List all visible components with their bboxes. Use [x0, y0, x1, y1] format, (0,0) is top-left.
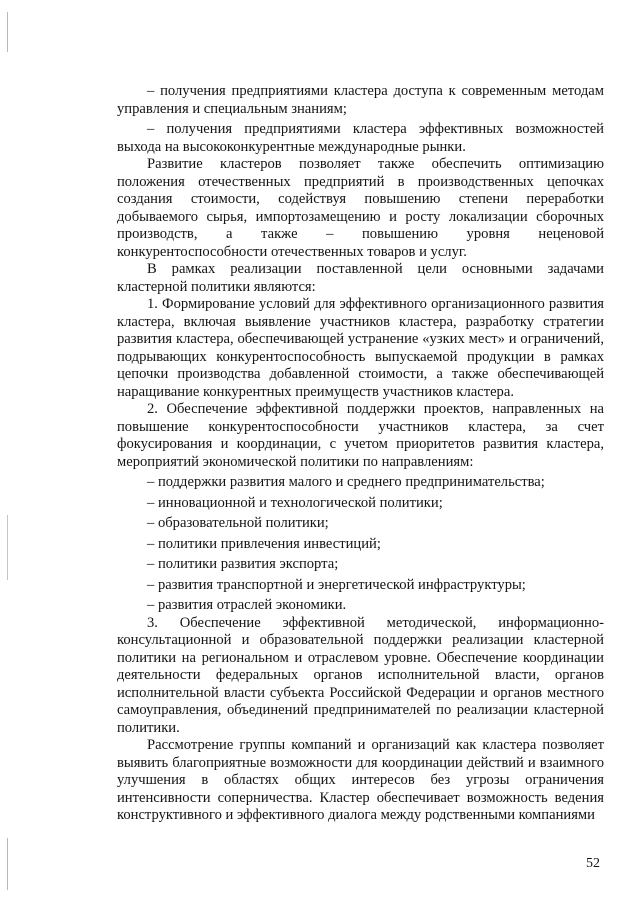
scan-edge-mark: [7, 838, 8, 890]
page-number: 52: [586, 856, 600, 871]
list-item: – политики развития экспорта;: [147, 556, 339, 572]
scan-edge-mark: [7, 12, 8, 52]
paragraph: – получения предприятиями кластера доступа к современным методам управления и специальным знаниям;: [117, 83, 604, 117]
paragraph: Развитие кластеров позволяет также обеспечить оптимизацию положения отечественных предприятий в производственных цепочках создания стоимости, содействуя повышению степени переработки добываемого сырья, импортозамещению и росту локализации сборочных производств, а также – повышению уровня неценовой конкурентоспособности отечественных товаров и услуг.: [117, 156, 604, 260]
list-item: – развития отраслей экономики.: [147, 597, 347, 613]
list-item: – поддержки развития малого и среднего предпринимательства;: [147, 474, 545, 490]
paragraph: 3. Обеспечение эффективной методической, информационно-консультационной и образовательной поддержки реализации кластерной политики на региональном и отраслевом уровне. Обеспечение координации деятельности федеральных органов исполнительной власти, органов исполнительной власти субъекта Российской Федерации и органов местного самоуправления, объединений предпринимателей по реализации кластерной политики.: [117, 614, 604, 736]
document-body: [117, 80, 604, 825]
list-item: – политики привлечения инвестиций;: [147, 535, 381, 552]
paragraph: 1. Формирование условий для эффективного организационного развития кластера, включая выявление участников кластера, разработку стратегии развития кластера, обеспечивающей устранение «узких мест» и ограничений, подрывающих конкурентоспособность выпускаемой продукции в рамках цепочки производства добавленной стоимости, а также обеспечивающей наращивание конкурентных преимуществ участников кластера.: [117, 296, 604, 400]
paragraph: – получения предприятиями кластера эффективных возможностей выхода на высококонкурентные международные рынки.: [117, 121, 604, 155]
paragraph: Рассмотрение группы компаний и организаций как кластера позволяет выявить благоприятные возможности для координации действий и взаимного улучшения в областях общих интересов без угрозы ограничения интенсивности соперничества. Кластер обеспечивает возможность ведения конструктивного и эффективного диалога между родственными компаниями: [117, 737, 604, 823]
scan-edge-mark: [7, 515, 8, 580]
paragraph: В рамках реализации поставленной цели основными задачами кластерной политики являются:: [117, 261, 604, 295]
list-item: – образовательной политики;: [147, 515, 329, 531]
paragraph: 2. Обеспечение эффективной поддержки проектов, направленных на повышение конкурентоспособности участников кластера, за счет фокусирования и координации, с учетом приоритетов развития кластера, мероприятий экономической политики по направлениям:: [117, 401, 604, 470]
list-item: – инновационной и технологической политики;: [147, 494, 443, 511]
list-item: – развития транспортной и энергетической инфраструктуры;: [147, 576, 526, 593]
